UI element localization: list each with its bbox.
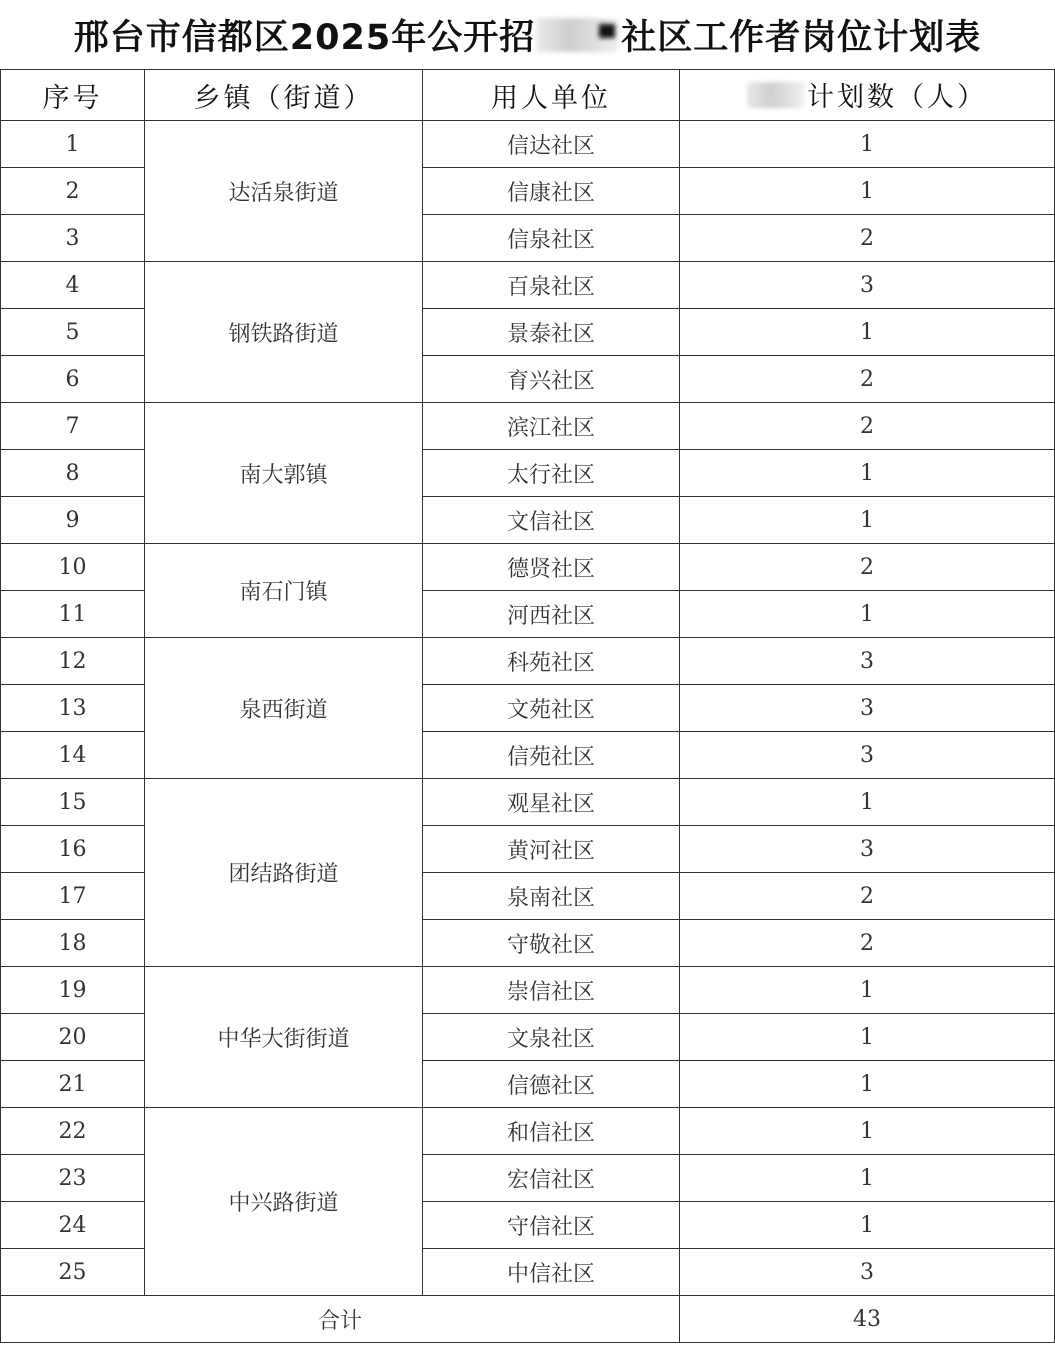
plan-count-cell: 1 [680, 450, 1055, 497]
plan-count-cell: 2 [680, 544, 1055, 591]
redacted-blur [747, 82, 805, 108]
plan-count-cell: 3 [680, 826, 1055, 873]
header-row [1, 70, 1055, 121]
plan-count-cell: 1 [680, 497, 1055, 544]
table-row [1, 544, 1055, 591]
row-number: 1 [1, 121, 145, 168]
row-number: 15 [1, 779, 145, 826]
row-number: 3 [1, 215, 145, 262]
town-cell: 中华大街街道 [145, 967, 423, 1108]
unit-cell: 守信社区 [423, 1202, 680, 1249]
row-number: 7 [1, 403, 145, 450]
plan-count-cell: 2 [680, 403, 1055, 450]
row-number: 22 [1, 1108, 145, 1155]
plan-count-cell: 2 [680, 356, 1055, 403]
plan-table [0, 69, 1055, 1343]
unit-cell: 信泉社区 [423, 215, 680, 262]
row-number: 5 [1, 309, 145, 356]
row-number: 21 [1, 1061, 145, 1108]
town-cell: 团结路街道 [145, 779, 423, 967]
plan-count-cell: 1 [680, 1108, 1055, 1155]
unit-cell: 信康社区 [423, 168, 680, 215]
plan-count-cell: 2 [680, 873, 1055, 920]
row-number: 25 [1, 1249, 145, 1296]
row-number: 9 [1, 497, 145, 544]
row-number: 12 [1, 638, 145, 685]
header-plan [680, 70, 1055, 121]
unit-cell: 滨江社区 [423, 403, 680, 450]
plan-count-cell: 3 [680, 732, 1055, 779]
plan-count-cell: 3 [680, 685, 1055, 732]
unit-cell: 黄河社区 [423, 826, 680, 873]
town-cell: 钢铁路街道 [145, 262, 423, 403]
plan-count-cell: 1 [680, 309, 1055, 356]
total-value: 43 [680, 1296, 1055, 1343]
unit-cell: 泉南社区 [423, 873, 680, 920]
header-town: 乡镇（街道） [145, 70, 423, 121]
row-number: 19 [1, 967, 145, 1014]
row-number: 18 [1, 920, 145, 967]
unit-cell: 和信社区 [423, 1108, 680, 1155]
unit-cell: 观星社区 [423, 779, 680, 826]
table-row [1, 403, 1055, 450]
unit-cell: 中信社区 [423, 1249, 680, 1296]
town-cell: 南石门镇 [145, 544, 423, 638]
plan-count-cell: 1 [680, 967, 1055, 1014]
header-unit: 用人单位 [423, 70, 680, 121]
table-row [1, 967, 1055, 1014]
plan-count-cell: 1 [680, 1061, 1055, 1108]
table-row [1, 1108, 1055, 1155]
unit-cell: 德贤社区 [423, 544, 680, 591]
town-cell: 泉西街道 [145, 638, 423, 779]
unit-cell: 文信社区 [423, 497, 680, 544]
plan-count-cell: 2 [680, 920, 1055, 967]
row-number: 20 [1, 1014, 145, 1061]
plan-count-cell: 1 [680, 168, 1055, 215]
header-plan-label: 计划数（人） [807, 82, 987, 114]
unit-cell: 科苑社区 [423, 638, 680, 685]
row-number: 14 [1, 732, 145, 779]
unit-cell: 文泉社区 [423, 1014, 680, 1061]
total-row [1, 1296, 1055, 1343]
plan-count-cell: 1 [680, 1202, 1055, 1249]
unit-cell: 守敬社区 [423, 920, 680, 967]
row-number: 24 [1, 1202, 145, 1249]
row-number: 10 [1, 544, 145, 591]
unit-cell: 信德社区 [423, 1061, 680, 1108]
title-bar [0, 0, 1055, 70]
row-number: 23 [1, 1155, 145, 1202]
town-cell: 达活泉街道 [145, 121, 423, 262]
unit-cell: 太行社区 [423, 450, 680, 497]
row-number: 17 [1, 873, 145, 920]
plan-count-cell: 2 [680, 215, 1055, 262]
unit-cell: 信苑社区 [423, 732, 680, 779]
unit-cell: 景泰社区 [423, 309, 680, 356]
header-no: 序号 [1, 70, 145, 121]
row-number: 8 [1, 450, 145, 497]
town-cell: 中兴路街道 [145, 1108, 423, 1296]
plan-count-cell: 3 [680, 1249, 1055, 1296]
plan-count-cell: 1 [680, 779, 1055, 826]
town-cell: 南大郭镇 [145, 403, 423, 544]
row-number: 6 [1, 356, 145, 403]
table-row [1, 638, 1055, 685]
plan-count-cell: 1 [680, 591, 1055, 638]
row-number: 4 [1, 262, 145, 309]
plan-count-cell: 3 [680, 262, 1055, 309]
unit-cell: 百泉社区 [423, 262, 680, 309]
unit-cell: 信达社区 [423, 121, 680, 168]
plan-count-cell: 1 [680, 121, 1055, 168]
table-body [1, 121, 1055, 1296]
page-title [74, 10, 981, 60]
row-number: 13 [1, 685, 145, 732]
table-row [1, 262, 1055, 309]
row-number: 2 [1, 168, 145, 215]
page-title-left: 邢台市信都区2025年公开招 [73, 18, 536, 58]
table-row [1, 779, 1055, 826]
row-number: 16 [1, 826, 145, 873]
unit-cell: 河西社区 [423, 591, 680, 638]
unit-cell: 文苑社区 [423, 685, 680, 732]
unit-cell: 育兴社区 [423, 356, 680, 403]
unit-cell: 宏信社区 [423, 1155, 680, 1202]
row-number: 11 [1, 591, 145, 638]
total-label: 合计 [1, 1296, 680, 1343]
plan-count-cell: 3 [680, 638, 1055, 685]
table-row [1, 121, 1055, 168]
plan-count-cell: 1 [680, 1155, 1055, 1202]
redacted-blur [537, 18, 619, 52]
plan-count-cell: 1 [680, 1014, 1055, 1061]
unit-cell: 崇信社区 [423, 967, 680, 1014]
page-title-right: 社区工作者岗位计划表 [621, 18, 982, 58]
